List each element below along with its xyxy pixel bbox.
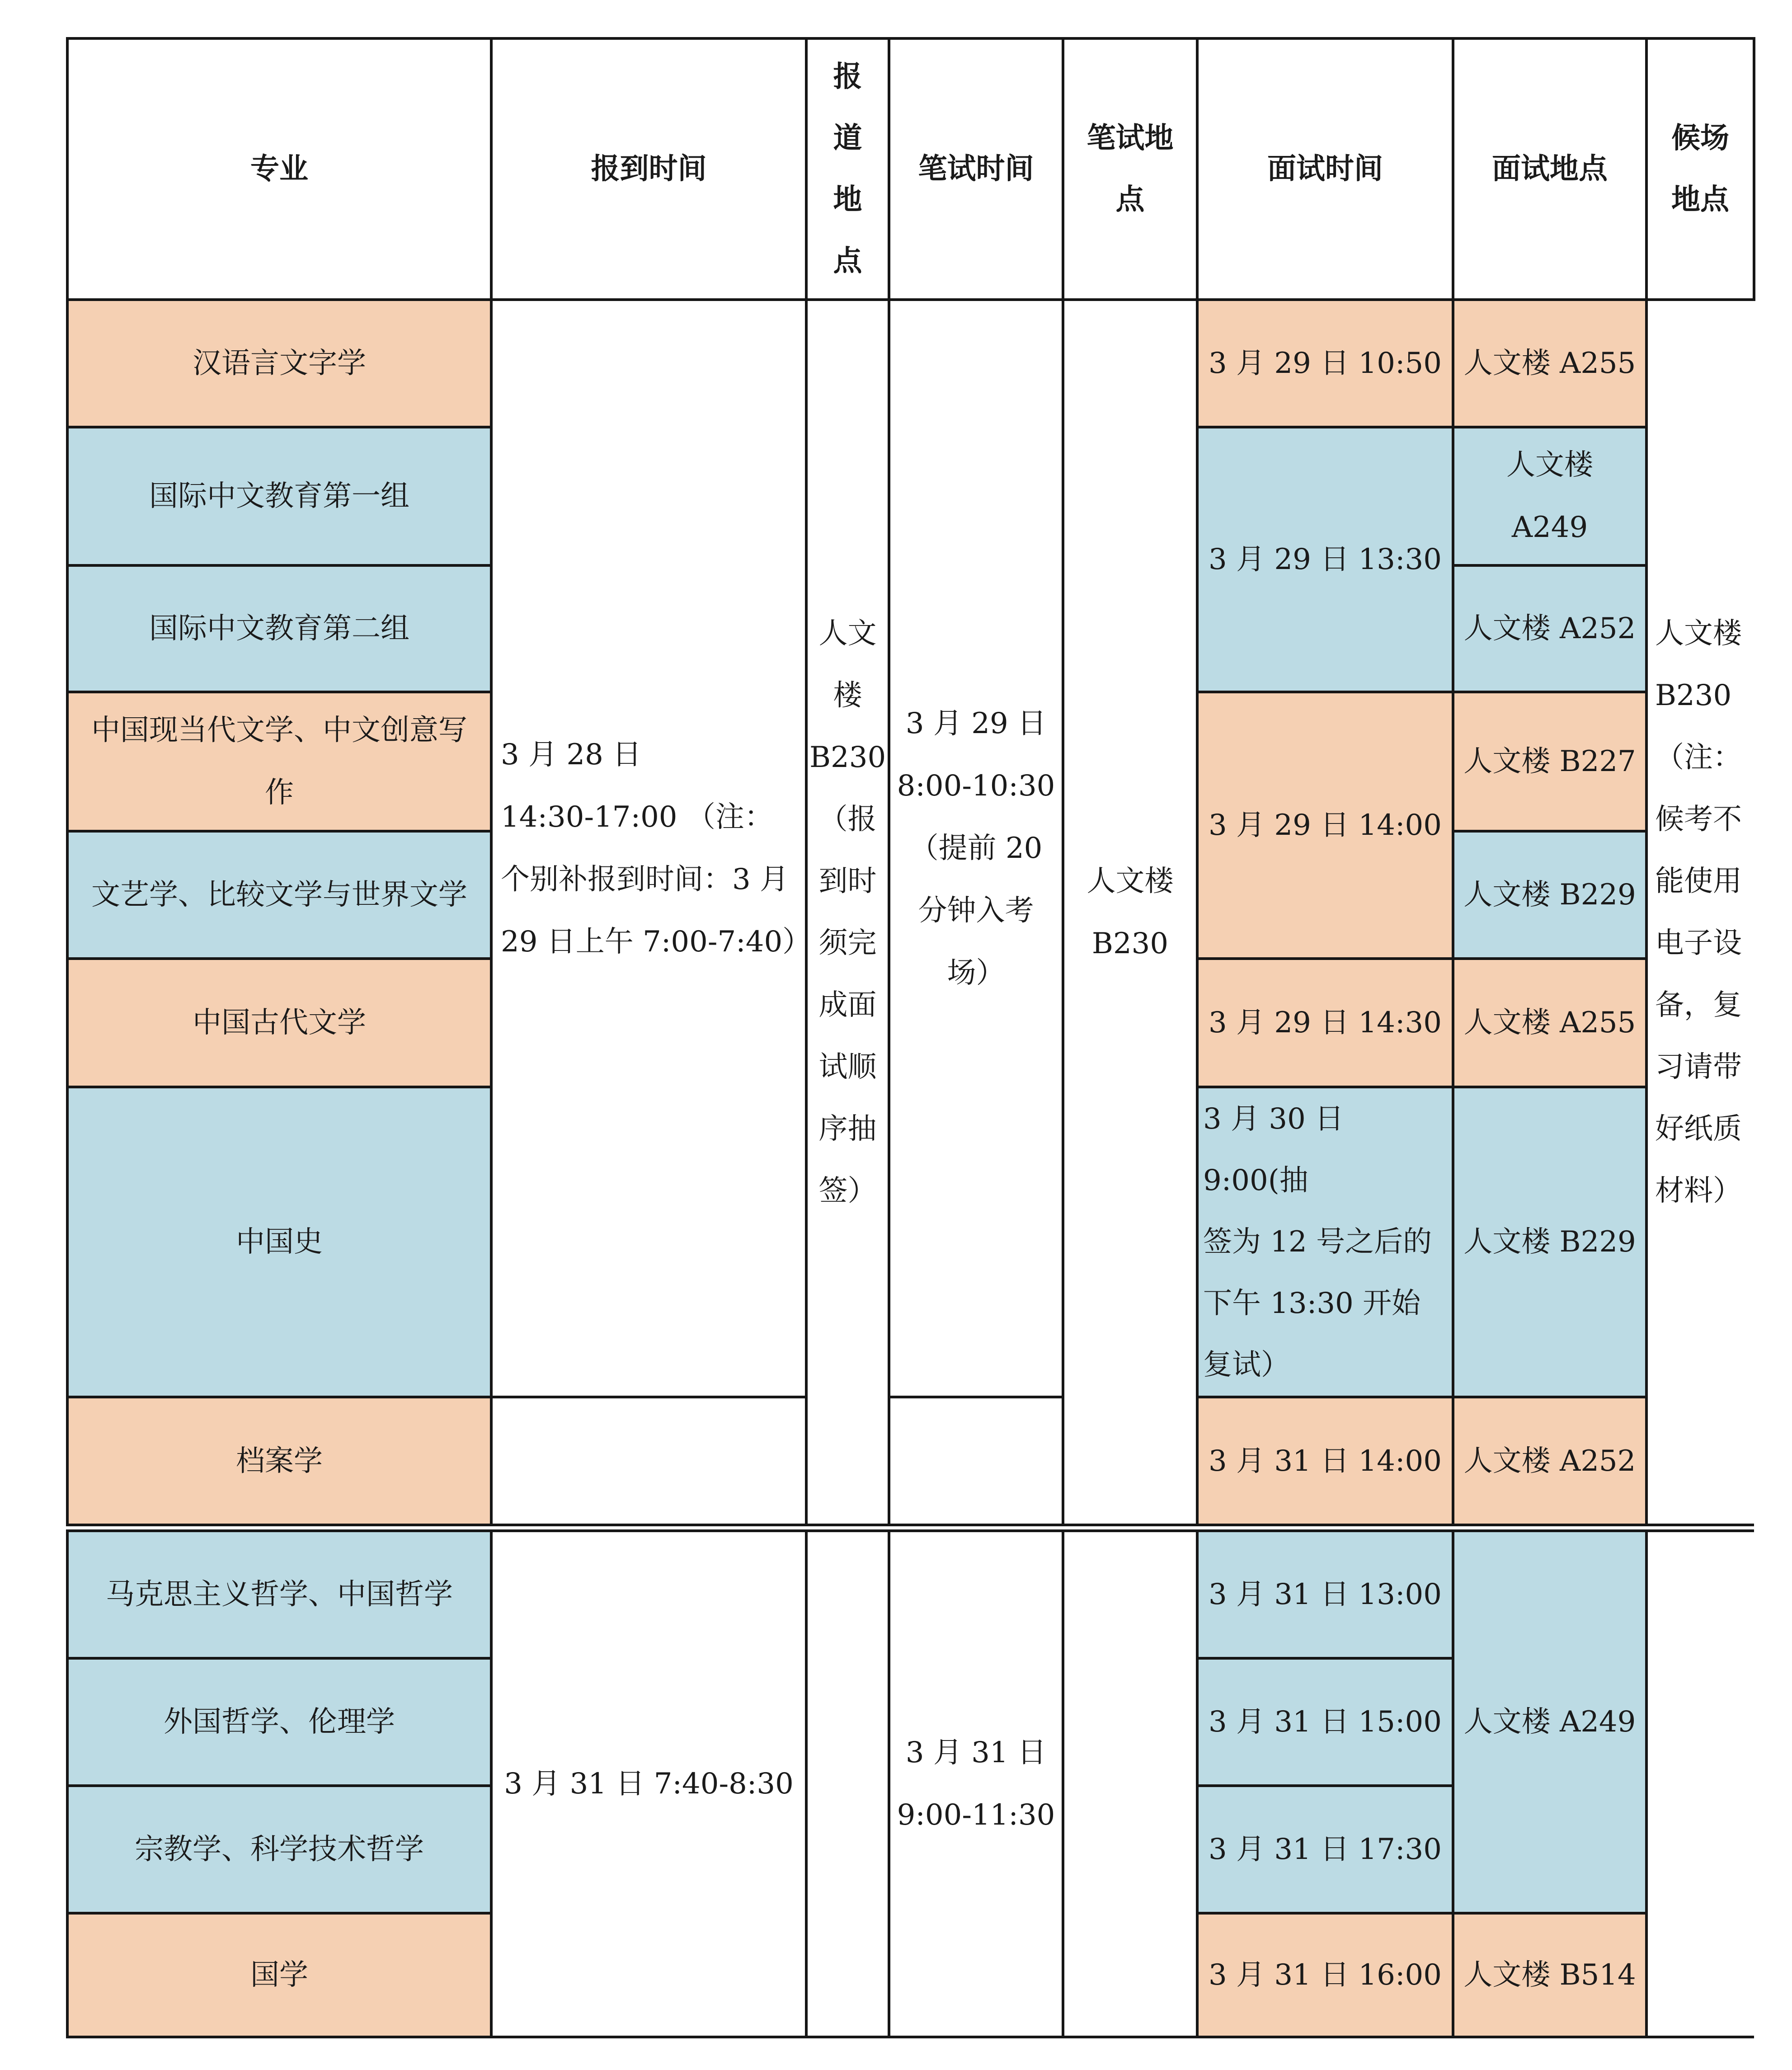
checkin-place-cell-empty bbox=[806, 1531, 889, 2037]
major-cell: 文艺学、比较文学与世界文学 bbox=[67, 831, 491, 959]
interview-place-cell: 人文楼 A255 bbox=[1453, 300, 1646, 427]
header-interview-time: 面试时间 bbox=[1197, 38, 1453, 300]
major-cell: 汉语言文字学 bbox=[67, 300, 491, 427]
major-cell: 中国古代文学 bbox=[67, 959, 491, 1087]
schedule-table-philosophy bbox=[66, 1529, 1754, 2038]
interview-time-cell: 3 月 31 日 17:30 bbox=[1197, 1786, 1453, 1913]
table-row bbox=[67, 300, 1754, 427]
interview-time-cell: 3 月 31 日 16:00 bbox=[1197, 1913, 1453, 2037]
written-time-cell: 3 月 29 日 8:00-10:30 （提前 20 分钟入考 场） bbox=[889, 300, 1063, 1397]
interview-time-cell: 3 月 29 日 10:50 bbox=[1197, 300, 1453, 427]
interview-time-cell: 3 月 29 日 13:30 bbox=[1197, 427, 1453, 692]
written-place-cell-empty bbox=[1063, 1531, 1197, 2037]
waiting-place-cell-empty bbox=[1646, 1531, 1754, 2037]
major-cell: 马克思主义哲学、中国哲学 bbox=[67, 1531, 491, 1658]
written-place-cell: 人文楼 B230 bbox=[1063, 300, 1197, 1525]
interview-place-cell: 人文楼 A255 bbox=[1453, 959, 1646, 1087]
major-cell: 中国现当代文学、中文创意写 作 bbox=[67, 692, 491, 831]
header-written-time: 笔试时间 bbox=[889, 38, 1063, 300]
interview-place-cell: 人文楼 B229 bbox=[1453, 1087, 1646, 1397]
header-row bbox=[67, 38, 1754, 300]
major-cell: 宗教学、科学技术哲学 bbox=[67, 1786, 491, 1913]
interview-time-cell: 3 月 29 日 14:30 bbox=[1197, 959, 1453, 1087]
interview-place-cell: 人文楼 B227 bbox=[1453, 692, 1646, 831]
interview-time-cell: 3 月 31 日 13:00 bbox=[1197, 1531, 1453, 1658]
checkin-time-cell-empty bbox=[491, 1397, 806, 1525]
header-checkin-time: 报到时间 bbox=[491, 38, 806, 300]
header-checkin-place: 报 道 地 点 bbox=[806, 38, 889, 300]
checkin-place-cell: 人文 楼 B230 （报 到时 须完 成面 试顺 序抽 签） bbox=[806, 300, 889, 1525]
checkin-time-cell: 3 月 28 日 14:30-17:00 （注： 个别补报到时间：3 月 29 日上午 7:00-7:40） bbox=[491, 300, 806, 1397]
checkin-time-cell: 3 月 31 日 7:40-8:30 bbox=[491, 1531, 806, 2037]
interview-place-cell: 人文楼 A252 bbox=[1453, 1397, 1646, 1525]
written-time-cell: 3 月 31 日 9:00-11:30 bbox=[889, 1531, 1063, 2037]
interview-place-cell: 人文楼 B229 bbox=[1453, 831, 1646, 959]
header-written-place: 笔试地 点 bbox=[1063, 38, 1197, 300]
interview-place-cell: 人文楼 A252 bbox=[1453, 565, 1646, 692]
interview-time-cell: 3 月 30 日 9:00(抽 签为 12 号之后的 下午 13:30 开始 复试） bbox=[1197, 1087, 1453, 1397]
major-cell: 外国哲学、伦理学 bbox=[67, 1658, 491, 1786]
major-cell: 中国史 bbox=[67, 1087, 491, 1397]
interview-time-cell: 3 月 31 日 14:00 bbox=[1197, 1397, 1453, 1525]
major-cell: 档案学 bbox=[67, 1397, 491, 1525]
major-cell: 国际中文教育第一组 bbox=[67, 427, 491, 565]
written-time-cell-empty bbox=[889, 1397, 1063, 1525]
major-cell: 国学 bbox=[67, 1913, 491, 2037]
interview-place-cell: 人文楼 A249 bbox=[1453, 427, 1646, 565]
interview-place-cell: 人文楼 B514 bbox=[1453, 1913, 1646, 2037]
interview-time-cell: 3 月 29 日 14:00 bbox=[1197, 692, 1453, 959]
interview-place-cell: 人文楼 A249 bbox=[1453, 1531, 1646, 1913]
header-major: 专业 bbox=[67, 38, 491, 300]
table-row bbox=[67, 1397, 1754, 1525]
waiting-place-cell: 人文楼 B230 （注： 候考不 能使用 电子设 备，复 习请带 好纸质 材料） bbox=[1646, 300, 1754, 1525]
schedule-table-main bbox=[66, 37, 1755, 1526]
table-row bbox=[67, 1531, 1754, 1658]
header-interview-place: 面试地点 bbox=[1453, 38, 1646, 300]
major-cell: 国际中文教育第二组 bbox=[67, 565, 491, 692]
header-waiting-place: 候场 地点 bbox=[1646, 38, 1754, 300]
interview-time-cell: 3 月 31 日 15:00 bbox=[1197, 1658, 1453, 1786]
